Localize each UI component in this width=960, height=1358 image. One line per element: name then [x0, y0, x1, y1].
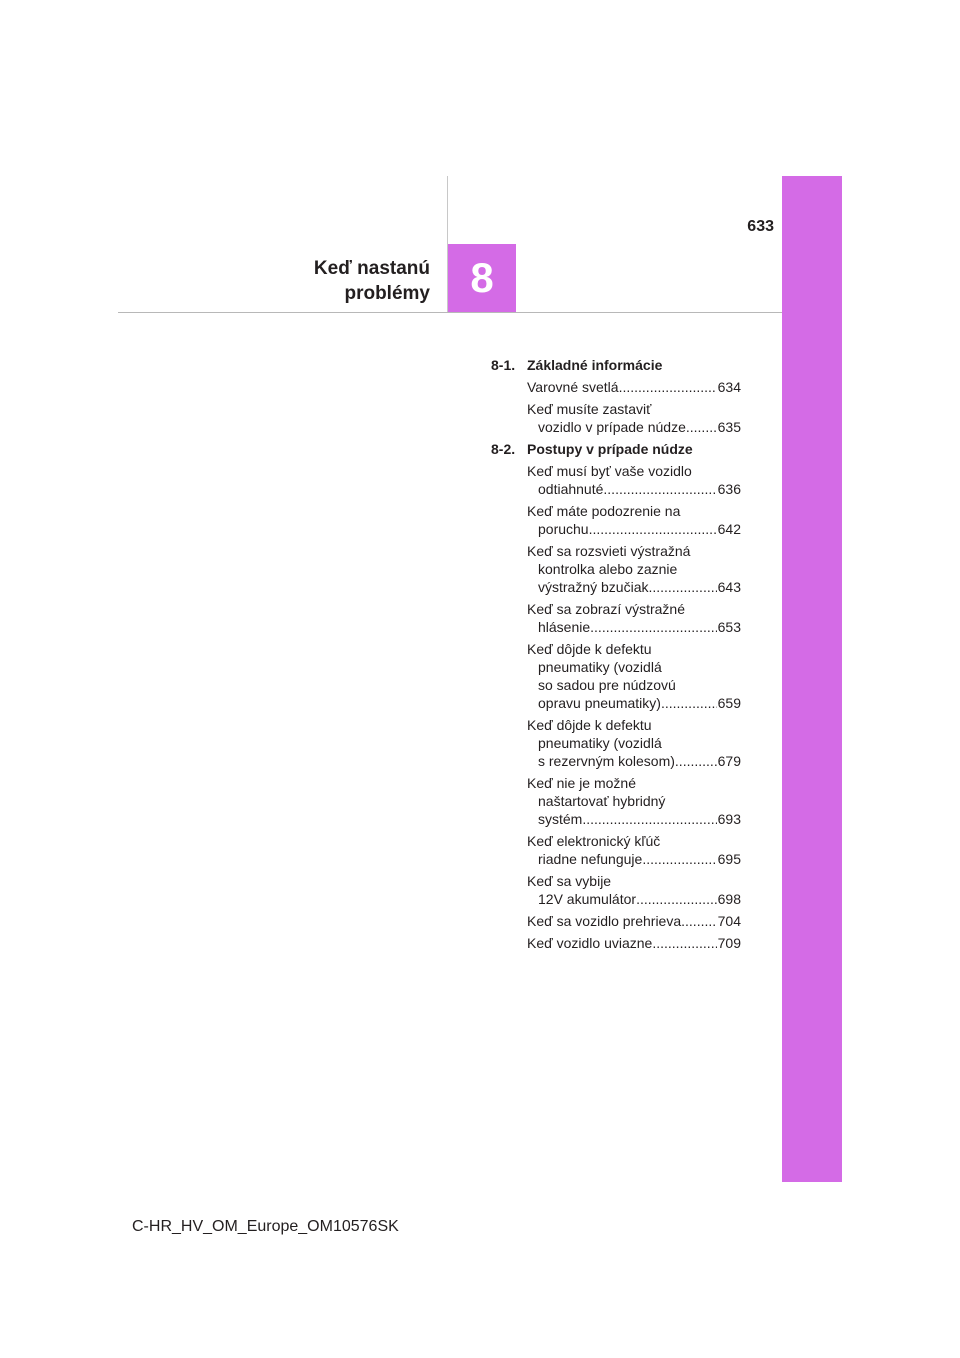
dot-leader	[681, 912, 717, 930]
toc-entry-leader-row	[527, 810, 741, 828]
toc-section	[491, 356, 741, 436]
toc-entry-leader-row	[527, 618, 741, 636]
toc-entry-page: 679	[717, 753, 741, 769]
toc-entry-leader-row	[527, 912, 741, 930]
toc-entry-text: Keď dôjde k defektu	[527, 641, 652, 657]
toc-entry-text: Varovné svetlá	[527, 379, 619, 395]
dot-leader	[582, 810, 716, 828]
toc-entry-leader-row	[527, 418, 741, 436]
toc-entry-text: so sadou pre núdzovú	[538, 677, 676, 693]
chapter-title-line2: problémy	[344, 283, 430, 304]
toc-entry[interactable]	[527, 872, 741, 908]
toc-section	[491, 440, 741, 952]
toc-entry-text: Keď dôjde k defektu	[527, 717, 652, 733]
toc-entry-leader-row	[527, 480, 741, 498]
dot-leader	[590, 618, 716, 636]
chapter-number-box	[448, 244, 516, 312]
toc-entry[interactable]	[527, 542, 741, 596]
toc-entry[interactable]	[527, 378, 741, 396]
document-code: C-HR_HV_OM_Europe_OM10576SK	[132, 1218, 399, 1235]
dot-leader	[636, 890, 717, 908]
toc-entry-text: riadne nefunguje	[538, 851, 643, 867]
chapter-side-tab	[782, 176, 842, 1182]
dot-leader	[619, 378, 717, 396]
toc-entry-text: pneumatiky (vozidlá	[538, 659, 662, 675]
toc-entry-page: 698	[717, 891, 741, 907]
toc-entry-page: 636	[717, 481, 741, 497]
toc-entry-leader-row	[527, 752, 741, 770]
toc-entry[interactable]	[527, 400, 741, 436]
toc-entry-page: 695	[717, 851, 741, 867]
toc-entry[interactable]	[527, 600, 741, 636]
dot-leader	[652, 934, 716, 952]
toc-entry-text: naštartovať hybridný	[538, 793, 666, 809]
toc-section-number: 8-1.	[491, 357, 516, 373]
toc-entry-page: 635	[717, 419, 741, 435]
toc-entry-leader-row	[527, 934, 741, 952]
toc-section-heading	[491, 356, 741, 374]
toc-entry-text: systém	[538, 811, 583, 827]
toc-entry-text: Keď elektronický kľúč	[527, 833, 661, 849]
toc-entry-text: Keď sa zobrazí výstražné	[527, 601, 686, 617]
toc-entry-text: Keď nie je možné	[527, 775, 636, 791]
toc-entry[interactable]	[527, 640, 741, 712]
toc-entry[interactable]	[527, 934, 741, 952]
toc-entry-text: poruchu	[538, 521, 589, 537]
toc-entry-text: Keď sa rozsvieti výstražná	[527, 543, 691, 559]
toc-entry-text: Keď máte podozrenie na	[527, 503, 681, 519]
header-horizontal-rule	[118, 312, 782, 313]
toc-entry-text: hlásenie	[538, 619, 591, 635]
toc-entry-leader-row	[527, 890, 741, 908]
toc-entry-text: kontrolka alebo zaznie	[538, 561, 678, 577]
toc-entry-leader-row	[527, 694, 741, 712]
toc-entry-text: Keď sa vybije	[527, 873, 612, 889]
toc-entry-leader-row	[527, 378, 741, 396]
toc-entry[interactable]	[527, 774, 741, 828]
dot-leader	[603, 480, 716, 498]
toc-entry[interactable]	[527, 502, 741, 538]
toc-entry-text: Keď vozidlo uviazne	[527, 935, 653, 951]
toc-entry-page: 709	[717, 935, 741, 951]
toc-entry-text: Keď sa vozidlo prehrieva	[527, 913, 682, 929]
toc-entry-text: Keď musíte zastaviť	[527, 401, 652, 417]
chapter-title	[170, 256, 430, 306]
toc-entry-page: 653	[717, 619, 741, 635]
toc-entry-page: 642	[717, 521, 741, 537]
page-number: 633	[747, 218, 774, 235]
toc-entry-text: s rezervným kolesom)	[538, 753, 675, 769]
dot-leader	[648, 578, 716, 596]
toc-entry-leader-row	[527, 850, 741, 868]
chapter-title-line1: Keď nastanú	[313, 258, 430, 279]
toc-entry-leader-row	[527, 520, 741, 538]
toc-entry-text: 12V akumulátor	[538, 891, 637, 907]
dot-leader	[642, 850, 716, 868]
dot-leader	[675, 752, 717, 770]
toc-section-title: Základné informácie	[527, 357, 663, 373]
toc-entry-page: 704	[717, 913, 741, 929]
toc-entry-leader-row	[527, 578, 741, 596]
dot-leader	[686, 418, 717, 436]
toc-entry[interactable]	[527, 912, 741, 930]
toc-entry-text: Keď musí byť vaše vozidlo	[527, 463, 692, 479]
dot-leader	[661, 694, 717, 712]
toc-entry[interactable]	[527, 462, 741, 498]
toc-section-number: 8-2.	[491, 441, 516, 457]
toc-entry-text: pneumatiky (vozidlá	[538, 735, 662, 751]
toc-entry-text: opravu pneumatiky)	[538, 695, 661, 711]
toc-entry-text: odtiahnuté	[538, 481, 604, 497]
toc-entry-page: 693	[717, 811, 741, 827]
toc-entry-page: 643	[717, 579, 741, 595]
toc-entry-text: vozidlo v prípade núdze	[538, 419, 686, 435]
toc-entry[interactable]	[527, 832, 741, 868]
toc-entry[interactable]	[527, 716, 741, 770]
toc-section-heading	[491, 440, 741, 458]
chapter-number: 8	[470, 254, 494, 301]
toc-entry-page: 659	[717, 695, 741, 711]
toc-entry-text: výstražný bzučiak	[538, 579, 649, 595]
toc-section-title: Postupy v prípade núdze	[527, 441, 693, 457]
dot-leader	[589, 520, 717, 538]
toc-entry-page: 634	[717, 379, 741, 395]
table-of-contents	[491, 356, 741, 956]
